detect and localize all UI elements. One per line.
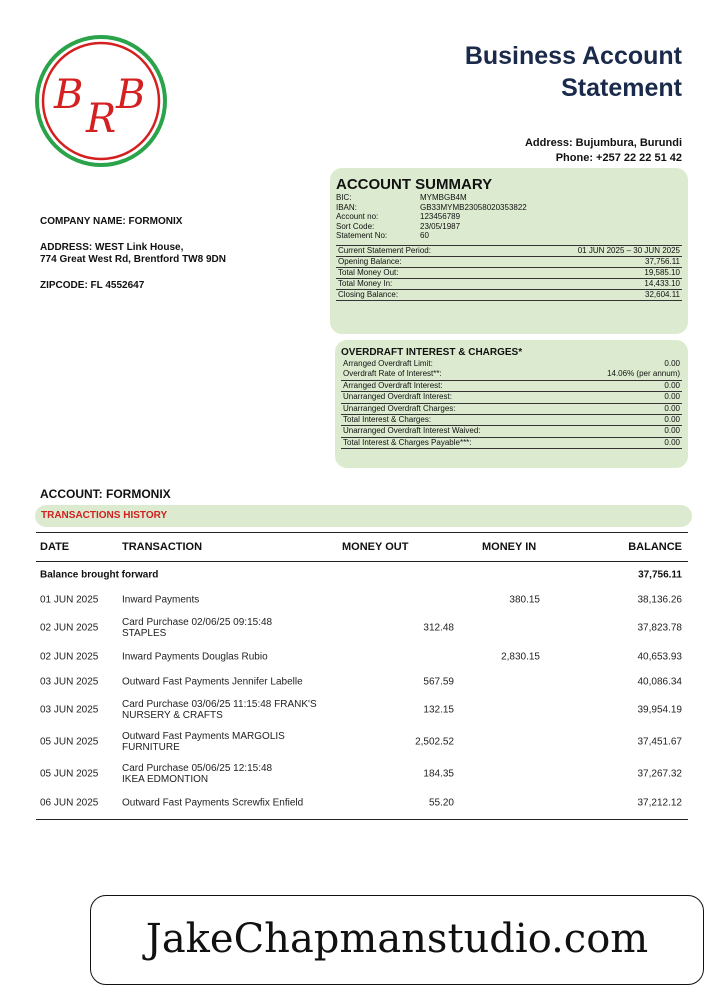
- balance-brought-forward-row: [36, 562, 688, 587]
- company-zipcode: ZIPCODE: FL 4552647: [40, 280, 145, 291]
- account-summary-panel: [330, 168, 688, 334]
- overdraft-row: Unarranged Overdraft Interest Waived: 0.00: [341, 426, 682, 437]
- document-title-line-1: Business Account: [464, 42, 682, 70]
- cell-balance: 37,267.32: [637, 768, 682, 780]
- cell-transaction-line: Inward Payments Douglas Rubio: [122, 651, 268, 662]
- cell-balance: 40,653.93: [637, 651, 682, 662]
- bank-logo: [34, 34, 168, 168]
- summary-row: Total Money Out: 19,585.10: [338, 267, 680, 277]
- cell-money-in: 380.15: [509, 594, 540, 605]
- overdraft-row: Arranged Overdraft Limit: 0.00: [343, 359, 680, 368]
- cell-money-out: 2,502.52: [415, 736, 454, 748]
- cell-transaction: [122, 731, 342, 753]
- cell-balance: 39,954.19: [637, 704, 682, 716]
- overdraft-row: Overdraft Rate of Interest**: 14.06% (per annum): [341, 369, 682, 380]
- cell-money-out: 55.20: [428, 797, 454, 808]
- overdraft-row: Unarranged Overdraft Charges: 0.00: [341, 404, 682, 415]
- table-row: [36, 644, 688, 669]
- table-row: [36, 790, 688, 815]
- summary-field: Account no: 123456789: [336, 212, 461, 221]
- cell-transaction-line: IKEA EDMONTION: [122, 774, 209, 785]
- transactions-header: [36, 532, 688, 562]
- summary-field: BIC: MYMBGB4M: [336, 193, 467, 202]
- balance-brought-forward-value: 37,756.11: [638, 569, 682, 580]
- cell-transaction: [122, 617, 342, 639]
- cell-transaction: [122, 763, 342, 785]
- summary-row: Current Statement Period: 01 JUN 2025 – 30 JUN 2025: [338, 245, 680, 255]
- cell-transaction: [122, 651, 342, 662]
- cell-transaction: [122, 676, 342, 687]
- column-money-out: MONEY OUT: [342, 541, 409, 553]
- cell-date: 02 JUN 2025: [40, 651, 99, 662]
- cell-balance: 37,212.12: [637, 797, 682, 808]
- table-bottom-rule: [36, 819, 688, 820]
- cell-transaction-line: FURNITURE: [122, 742, 180, 753]
- cell-transaction-line: Card Purchase 02/06/25 09:15:48: [122, 617, 273, 628]
- table-row: [36, 587, 688, 612]
- cell-transaction: [122, 594, 342, 605]
- cell-transaction-line: Outward Fast Payments Jennifer Labelle: [122, 676, 303, 687]
- summary-field: IBAN: GB33MYMB23058020353822: [336, 202, 527, 212]
- overdraft-panel: [335, 340, 688, 468]
- overdraft-heading: OVERDRAFT INTEREST & CHARGES*: [341, 347, 523, 358]
- company-name: COMPANY NAME: FORMONIX: [40, 216, 183, 227]
- cell-date: 03 JUN 2025: [40, 704, 99, 716]
- cell-balance: 40,086.34: [637, 676, 682, 687]
- table-row: [36, 758, 688, 790]
- watermark: JakeChapmanstudio.com: [90, 895, 704, 985]
- cell-transaction-line: STAPLES: [122, 628, 167, 639]
- account-summary-table: [336, 245, 682, 301]
- logo-letter-3: B: [116, 72, 146, 118]
- bank-phone: Phone: +257 22 22 51 42: [555, 152, 682, 164]
- cell-money-out: 567.59: [423, 676, 454, 687]
- company-address-line-1: ADDRESS: WEST Link House,: [40, 242, 184, 253]
- account-summary-heading: ACCOUNT SUMMARY: [336, 176, 493, 193]
- company-address: [40, 242, 310, 266]
- cell-money-out: 132.15: [423, 704, 454, 716]
- cell-transaction: [122, 699, 342, 721]
- logo-letter-2: R: [86, 96, 117, 142]
- logo-letter-1: B: [54, 72, 84, 118]
- cell-date: 05 JUN 2025: [40, 736, 99, 748]
- transactions-section-title: TRANSACTIONS HISTORY: [35, 505, 692, 527]
- bank-contact: [525, 136, 682, 166]
- column-date: DATE: [40, 541, 70, 553]
- document-title-line-2: Statement: [561, 74, 682, 102]
- cell-transaction-line: Inward Payments: [122, 594, 200, 605]
- overdraft-row: Unarranged Overdraft Interest: 0.00: [341, 392, 682, 403]
- table-row: [36, 694, 688, 726]
- cell-balance: 37,823.78: [637, 622, 682, 634]
- table-row: [36, 726, 688, 758]
- summary-row: Opening Balance: 37,756.11: [338, 256, 680, 266]
- cell-transaction-line: Card Purchase 03/06/25 11:15:48 FRANK'S: [122, 699, 317, 710]
- summary-row: Closing Balance: 32,604.11: [338, 289, 680, 299]
- transaction-rows: [36, 587, 688, 815]
- table-row: [36, 612, 688, 644]
- column-balance: BALANCE: [628, 541, 682, 553]
- company-info: [40, 216, 310, 306]
- summary-field: Statement No: 60: [336, 231, 429, 240]
- bank-address: Address: Bujumbura, Burundi: [524, 137, 682, 149]
- cell-date: 06 JUN 2025: [40, 797, 99, 808]
- cell-money-in: 2,830.15: [501, 651, 540, 662]
- cell-transaction-line: NURSERY & CRAFTS: [122, 710, 223, 721]
- column-transaction: TRANSACTION: [122, 541, 203, 553]
- column-money-in: MONEY IN: [482, 541, 537, 553]
- cell-date: 02 JUN 2025: [40, 622, 99, 634]
- cell-transaction-line: Card Purchase 05/06/25 12:15:48: [122, 763, 273, 774]
- cell-date: 05 JUN 2025: [40, 768, 99, 780]
- overdraft-row: Total Interest & Charges: 0.00: [341, 415, 682, 426]
- cell-date: 03 JUN 2025: [40, 676, 99, 687]
- cell-transaction-line: Outward Fast Payments MARGOLIS: [122, 731, 285, 742]
- summary-field: Sort Code: 23/05/1987: [336, 221, 461, 231]
- cell-balance: 38,136.26: [637, 594, 682, 605]
- cell-transaction-line: Outward Fast Payments Screwfix Enfield: [122, 797, 304, 808]
- cell-money-out: 312.48: [423, 622, 454, 634]
- table-row: [36, 669, 688, 694]
- cell-date: 01 JUN 2025: [40, 594, 99, 605]
- transactions-table: [36, 532, 688, 820]
- balance-brought-forward-label: Balance brought forward: [40, 569, 159, 580]
- overdraft-row: Total Interest & Charges Payable***: 0.00: [341, 438, 682, 449]
- cell-transaction: [122, 797, 342, 808]
- overdraft-row: Arranged Overdraft Interest: 0.00: [341, 381, 682, 392]
- document-title: [362, 40, 682, 104]
- bank-logo-icon: [34, 34, 168, 168]
- account-summary-fields: [336, 193, 682, 241]
- cell-money-out: 184.35: [423, 768, 454, 780]
- company-address-line-2: 774 Great West Rd, Brentford TW8 9DN: [40, 254, 226, 265]
- cell-balance: 37,451.67: [637, 736, 682, 748]
- summary-row: Total Money In: 14,433.10: [338, 278, 680, 288]
- account-label: ACCOUNT: FORMONIX: [40, 487, 171, 501]
